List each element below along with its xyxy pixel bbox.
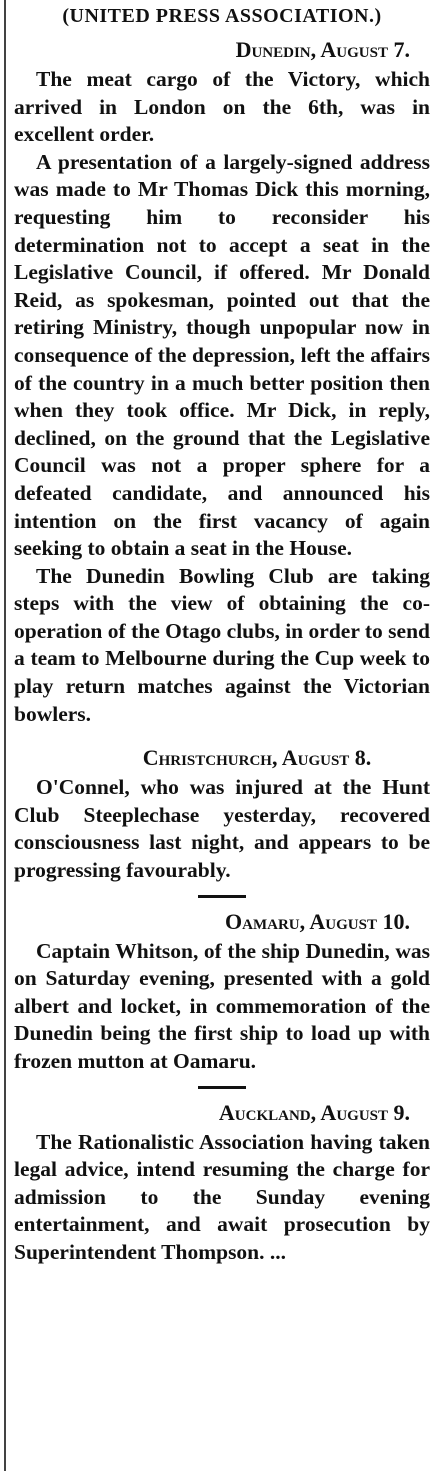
auckland-section: [14, 1099, 430, 1267]
paragraph-rationalistic: The Rationalistic Association having taken legal advice, intend resuming the charge for admission to the Sunday evening entertainment, and await prosecution by Superintendent Thompson. ...: [14, 1129, 430, 1264]
christchurch-section: [14, 744, 430, 884]
paragraph-bowling-club: The Dunedin Bowling Club are taking steps with the view of obtaining the co-operation of the Otago clubs, in order to send a team to Melbourne during the Cup week to play return matches against the Victorian bowlers.: [14, 563, 430, 726]
dateline-oamaru: Oamaru, August 10.: [225, 908, 410, 934]
dateline-christchurch: Christchurch, August 8.: [142, 745, 372, 771]
dateline-auckland: Auckland, August 9.: [218, 1099, 410, 1125]
paragraph-meat-cargo: The meat cargo of the Victory, which arrived in London on the 6th, was in excellent order.: [14, 67, 430, 147]
dunedin-section: [14, 36, 430, 728]
dateline-dunedin: Dunedin, August 7.: [235, 37, 410, 62]
section-divider: [198, 1086, 246, 1089]
spacer: [14, 728, 430, 744]
oamaru-section: [14, 908, 430, 1076]
paragraph-whitson: Captain Whitson, of the ship Dunedin, was on Saturday evening, presented with a gold albert and locket, in commemoration of the Dunedin being the first ship to load up with frozen mutton at Oamaru.: [14, 938, 430, 1073]
section-divider: [198, 895, 246, 898]
press-association-header: (UNITED PRESS ASSOCIATION.): [62, 5, 382, 27]
paragraph-presentation: A presentation of a largely-signed address was made to Mr Thomas Dick this morning, requesting him to reconsider his determination not to accept a seat in the Legislative Council, if offered. Mr Donald Reid, as spokesman, pointed out that the retiring Ministry, though unpopular now in consequence of the depression, left the affairs of the country in a much better position then when they took office. Mr Dick, in reply, declined, on the ground that the Legislative Council was not a proper sphere for a defeated candidate, and announced his intention on the first vacancy of again seeking to obtain a seat in the House.: [14, 149, 430, 561]
paragraph-oconnel: O'Connel, who was injured at the Hunt Club Steeplechase yesterday, recovered consciousness last night, and appears to be progressing favourably.: [14, 775, 430, 883]
